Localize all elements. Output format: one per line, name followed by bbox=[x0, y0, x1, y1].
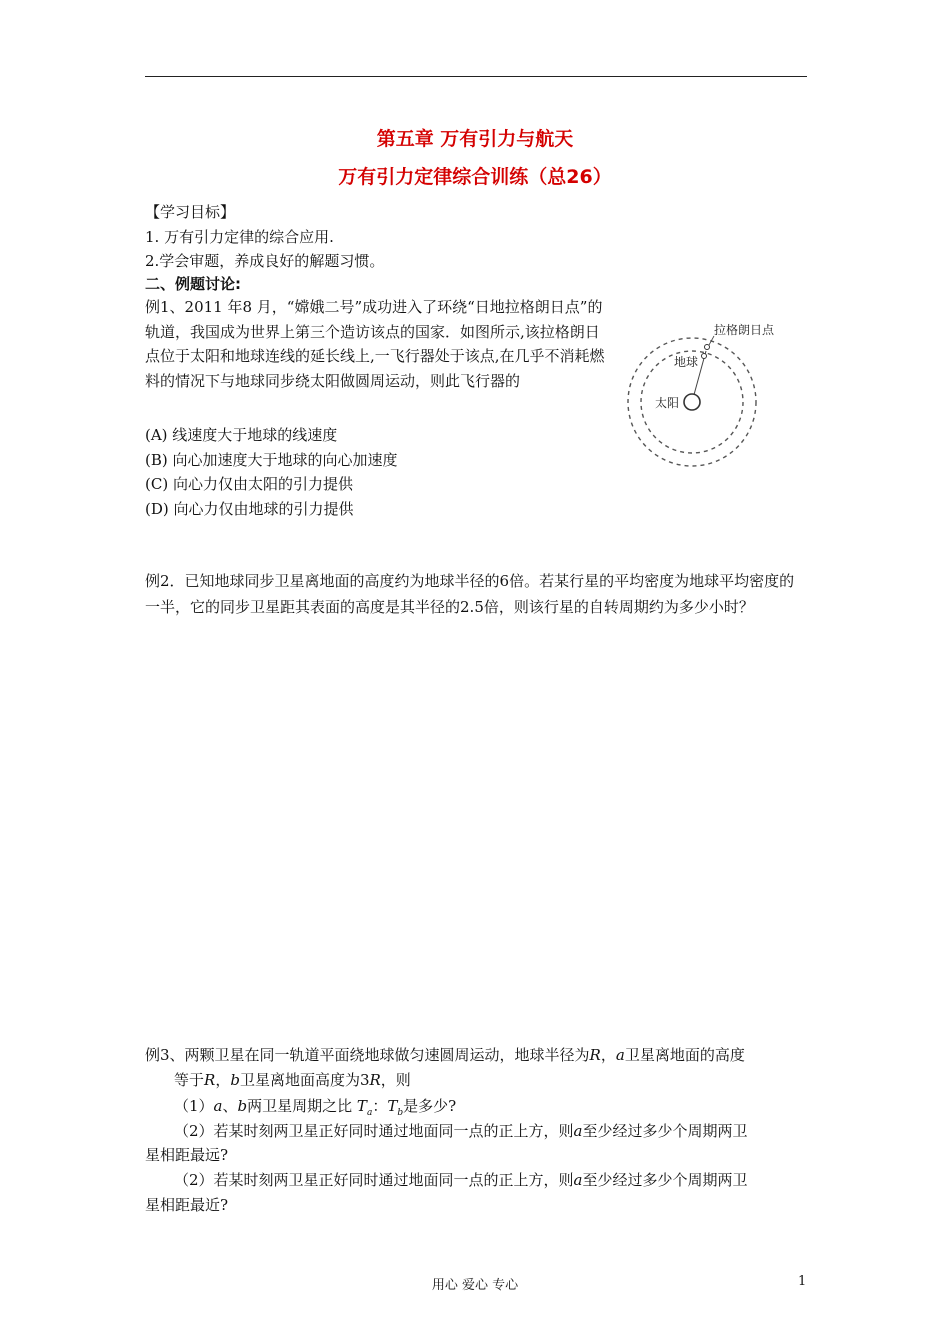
objective-item-1: 1. 万有引力定律的综合应用. bbox=[145, 228, 334, 246]
example3-line2: 等于R，b卫星离地面高度为3R，则 bbox=[174, 1071, 411, 1089]
example1-option-c: (C) 向心力仅由太阳的引力提供 bbox=[145, 475, 353, 493]
example3-line1: 例3、两颗卫星在同一轨道平面绕地球做匀速圆周运动，地球半径为R，a卫星离地面的高度 bbox=[145, 1046, 745, 1064]
example1-option-a: (A) 线速度大于地球的线速度 bbox=[145, 426, 338, 444]
orbit-diagram bbox=[622, 318, 790, 468]
example3-question3-line1: （2）若某时刻两卫星正好同时通过地面同一点的正上方，则a至少经过多少个周期两卫 bbox=[174, 1171, 748, 1189]
lagrange-label: 拉格朗日点 bbox=[714, 323, 775, 337]
example2-text: 例2．已知地球同步卫星离地面的高度约为地球半径的6倍。若某行星的平均密度为地球平均密度的一半，它的同步卫星距其表面的高度是其半径的2.5倍，则该行星的自转周期约为多少小时？ bbox=[145, 572, 795, 616]
lagrange-point-circle bbox=[705, 345, 710, 350]
lagrange-leader-line bbox=[709, 336, 714, 345]
lesson-title: 万有引力定律综合训练（总26） bbox=[338, 166, 612, 188]
header-rule bbox=[145, 76, 807, 77]
objective-item-2: 2.学会审题，养成良好的解题习惯。 bbox=[145, 252, 385, 270]
earth-circle bbox=[702, 354, 707, 359]
sun-circle bbox=[684, 394, 700, 410]
example1-option-d: (D) 向心力仅由地球的引力提供 bbox=[145, 500, 354, 518]
example1-option-b: (B) 向心加速度大于地球的向心加速度 bbox=[145, 451, 398, 469]
example3-question2-line1: （2）若某时刻两卫星正好同时通过地面同一点的正上方，则a至少经过多少个周期两卫 bbox=[174, 1122, 748, 1140]
earth-label: 地球 bbox=[674, 355, 699, 369]
footer-motto: 用心 爱心 专心 bbox=[431, 1278, 519, 1293]
example1-text: 例1、2011 年8 月，“嫦娥二号”成功进入了环绕“日地拉格朗日点”的轨道，我国成为世界上第三个造访该点的国家．如图所示,该拉格朗日点位于太阳和地球连线的延长线上,一飞行器处于该点,在几乎不消耗燃料的情况下与地球同步绕太阳做圆周运动，则此飞行器的 bbox=[145, 298, 605, 390]
example3-question3-line2: 星相距最近? bbox=[145, 1196, 229, 1214]
example3-question2-line2: 星相距最远? bbox=[145, 1146, 229, 1164]
discussion-heading: 二、例题讨论: bbox=[145, 275, 241, 293]
chapter-title: 第五章 万有引力与航天 bbox=[376, 128, 574, 150]
sun-label: 太阳 bbox=[655, 396, 680, 410]
example3-question1: （1）a、b两卫星周期之比 $T_a$：$T_b$是多少? bbox=[174, 1097, 457, 1118]
page-number: 1 bbox=[798, 1274, 807, 1289]
objectives-heading: 【学习目标】 bbox=[145, 203, 236, 221]
